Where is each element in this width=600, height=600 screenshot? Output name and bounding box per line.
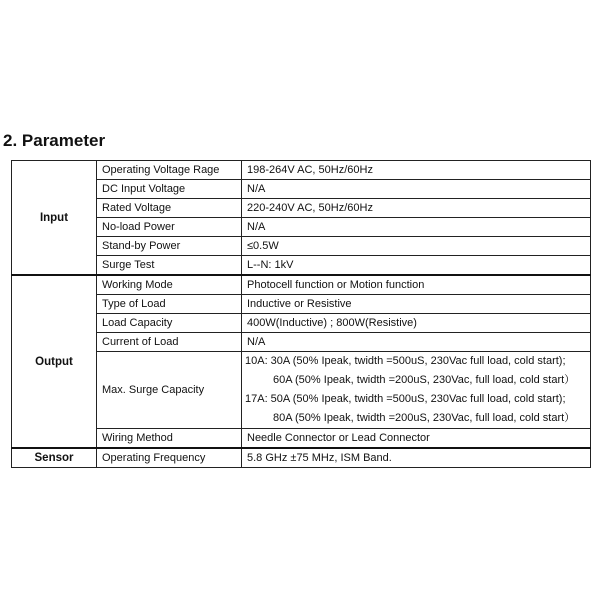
table-row [12, 429, 591, 449]
page-title: 2. Parameter [3, 131, 106, 150]
param-value: L--N: 1kV [242, 256, 591, 276]
param-label: Current of Load [97, 333, 242, 352]
param-value: ≤0.5W [242, 237, 591, 256]
param-value: N/A [242, 333, 591, 352]
param-label: Max. Surge Capacity [97, 352, 242, 429]
table-row [12, 448, 591, 468]
surge-line: 17A: 50A (50% Ipeak, twidth =500uS, 230Vac full load, cold start); [245, 393, 566, 405]
group-label-output: Output [12, 275, 97, 448]
table-row [12, 275, 591, 295]
table-row [12, 218, 591, 237]
param-label: No-load Power [97, 218, 242, 237]
param-label: Operating Voltage Rage [97, 161, 242, 180]
param-value: 5.8 GHz ±75 MHz, ISM Band. [242, 448, 591, 468]
surge-line: 10A: 30A (50% Ipeak, twidth =500uS, 230Vac full load, cold start); [245, 355, 566, 367]
param-value: 400W(Inductive) ; 800W(Resistive) [242, 314, 591, 333]
param-value: 198-264V AC, 50Hz/60Hz [242, 161, 591, 180]
param-label: Wiring Method [97, 429, 242, 449]
param-label: Operating Frequency [97, 448, 242, 468]
param-value: N/A [242, 180, 591, 199]
table-row [12, 314, 591, 333]
param-label: Rated Voltage [97, 199, 242, 218]
table-row [12, 237, 591, 256]
param-value: N/A [242, 218, 591, 237]
param-value: Inductive or Resistive [242, 295, 591, 314]
group-label-sensor: Sensor [12, 448, 97, 468]
table-row [12, 199, 591, 218]
param-value-multiline [242, 352, 591, 429]
param-label: Type of Load [97, 295, 242, 314]
table-row [12, 180, 591, 199]
param-value: 220-240V AC, 50Hz/60Hz [242, 199, 591, 218]
param-label: Stand-by Power [97, 237, 242, 256]
param-label: DC Input Voltage [97, 180, 242, 199]
param-value: Photocell function or Motion function [242, 275, 591, 295]
surge-line: 80A (50% Ipeak, twidth =200uS, 230Vac, full load, cold start） [273, 412, 576, 424]
table-row [12, 256, 591, 276]
table-row-surge [12, 352, 591, 429]
table-row [12, 333, 591, 352]
group-label-input: Input [12, 161, 97, 276]
param-value: Needle Connector or Lead Connector [242, 429, 591, 449]
param-label: Working Mode [97, 275, 242, 295]
table-row [12, 161, 591, 180]
parameter-table [11, 160, 591, 468]
param-label: Surge Test [97, 256, 242, 276]
table-row [12, 295, 591, 314]
param-label: Load Capacity [97, 314, 242, 333]
surge-line: 60A (50% Ipeak, twidth =200uS, 230Vac, full load, cold start） [273, 374, 576, 386]
